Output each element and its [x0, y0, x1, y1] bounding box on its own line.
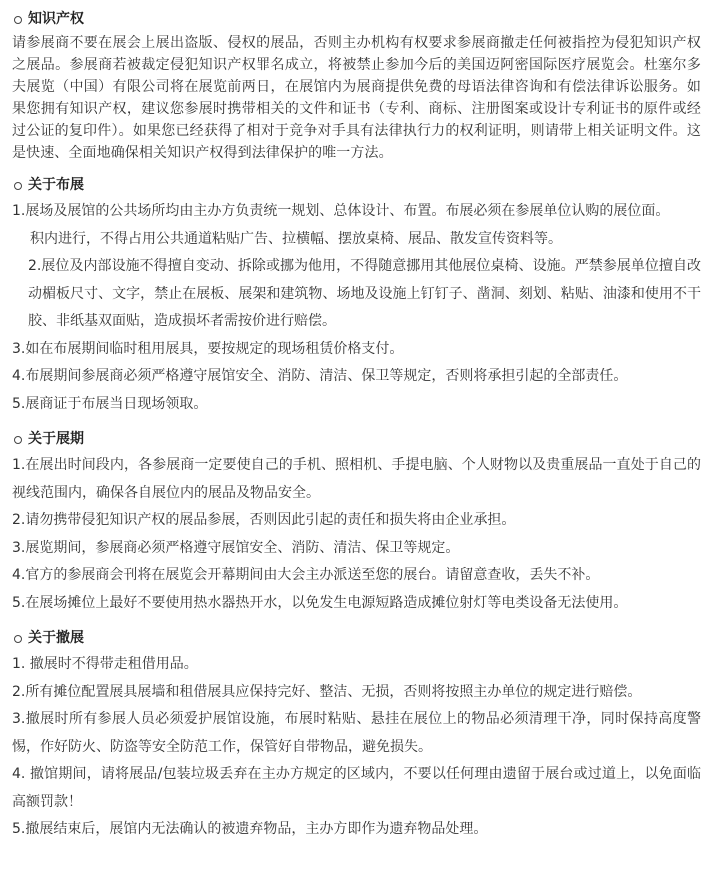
section-heading-setup: [12, 174, 701, 196]
section-period: [12, 428, 701, 617]
list-item: 5.在展场摊位上最好不要使用热水器热开水，以免发生电源短路造成摊位射灯等电类设备无法使用。: [12, 594, 628, 611]
list-item: 2.所有摊位配置展具展墙和租借展具应保持完好、整洁、无损，否则将按照主办单位的规定进行赔偿。: [12, 683, 642, 700]
list-item: 3.如在布展期间临时租用展具，要按规定的现场租赁价格支付。: [12, 340, 404, 357]
list-item: 1.展场及展馆的公共场所均由主办方负责统一规划、总体设计、布置。布展必须在参展单位认购的展位面。: [12, 203, 670, 219]
circle-bullet-icon: [14, 182, 22, 190]
heading-text: 关于撤展: [28, 630, 84, 646]
section-heading-teardown: [12, 627, 701, 649]
circle-bullet-icon: [14, 635, 22, 643]
heading-text: 知识产权: [28, 11, 84, 27]
list-item: 2.请勿携带侵犯知识产权的展品参展，否则因此引起的责任和损失将由企业承担。: [12, 512, 516, 528]
section-heading-period: [12, 428, 701, 450]
heading-text: 关于展期: [28, 431, 84, 447]
section-ip: [12, 8, 701, 164]
section-heading-ip: [12, 8, 701, 30]
list-item: 2.展位及内部设施不得擅自变动、拆除或挪为他用，不得随意挪用其他展位桌椅、设施。严禁参展单位擅自改动楣板尺寸、文字，禁止在展板、展架和建筑物、场地及设施上钉钉子、凿洞、刻划、粘贴、油漆和使用不干胶、非纸基双面贴，造成损坏者需按价进行赔偿。: [28, 258, 701, 329]
list-item: 积内进行，不得占用公共通道粘贴广告、拉横幅、摆放桌椅、展品、散发宣传资料等。: [30, 230, 562, 247]
list-item: 5.撤展结束后，展馆内无法确认的被遗弃物品，主办方即作为遗弃物品处理。: [12, 821, 488, 837]
heading-text: 关于布展: [28, 177, 84, 193]
section-teardown: [12, 627, 701, 844]
list-item: 1.在展出时间段内，各参展商一定要使自己的手机、照相机、手提电脑、个人财物以及贵重展品一直处于自己的视线范围内，确保各自展位内的展品及物品安全。: [12, 457, 701, 501]
list-item: 5.展商证于布展当日现场领取。: [12, 395, 208, 412]
section-setup: [12, 174, 701, 418]
circle-bullet-icon: [14, 436, 22, 444]
ip-paragraph: 请参展商不要在展会上展出盗版、侵权的展品，否则主办机构有权要求参展商撤走任何被指控为侵犯知识产权之展品。参展商若被裁定侵犯知识产权罪名成立，将被禁止参加今后的美国迈阿密国际医疗展览会。杜塞尔多夫展览（中国）有限公司将在展览前两日，在展馆内为展商提供免费的母语法律咨询和有偿法律诉讼服务。如果您拥有知识产权，建议您参展时携带相关的文件和证书（专利、商标、注册图案或设计专利证书的原件或经过公证的复印件）。如果您已经获得了相对于竞争对手具有法律执行力的权利证明，则请带上相关证明文件。这是快速、全面地确保相关知识产权得到法律保护的唯一方法。: [12, 35, 701, 161]
list-item: 4.官方的参展商会刊将在展览会开幕期间由大会主办派送至您的展台。请留意查收，丢失不补。: [12, 567, 600, 583]
list-item: 3.展览期间，参展商必须严格遵守展馆安全、消防、清洁、保卫等规定。: [12, 539, 460, 556]
list-item: 4.布展期间参展商必须严格遵守展馆安全、消防、清洁、保卫等规定，否则将承担引起的全部责任。: [12, 368, 628, 384]
circle-bullet-icon: [14, 16, 22, 24]
list-item: 1. 撤展时不得带走租借用品。: [12, 656, 198, 672]
list-item: 3.撤展时所有参展人员必须爱护展馆设施，布展时粘贴、悬挂在展位上的物品必须清理干净，同时保持高度警惕，作好防火、防盗等安全防范工作，保管好自带物品，避免损失。: [12, 711, 701, 755]
list-item: 4. 撤馆期间，请将展品/包装垃圾丢弃在主办方规定的区域内，不要以任何理由遗留于展台或过道上，以免面临高额罚款！: [12, 766, 701, 810]
